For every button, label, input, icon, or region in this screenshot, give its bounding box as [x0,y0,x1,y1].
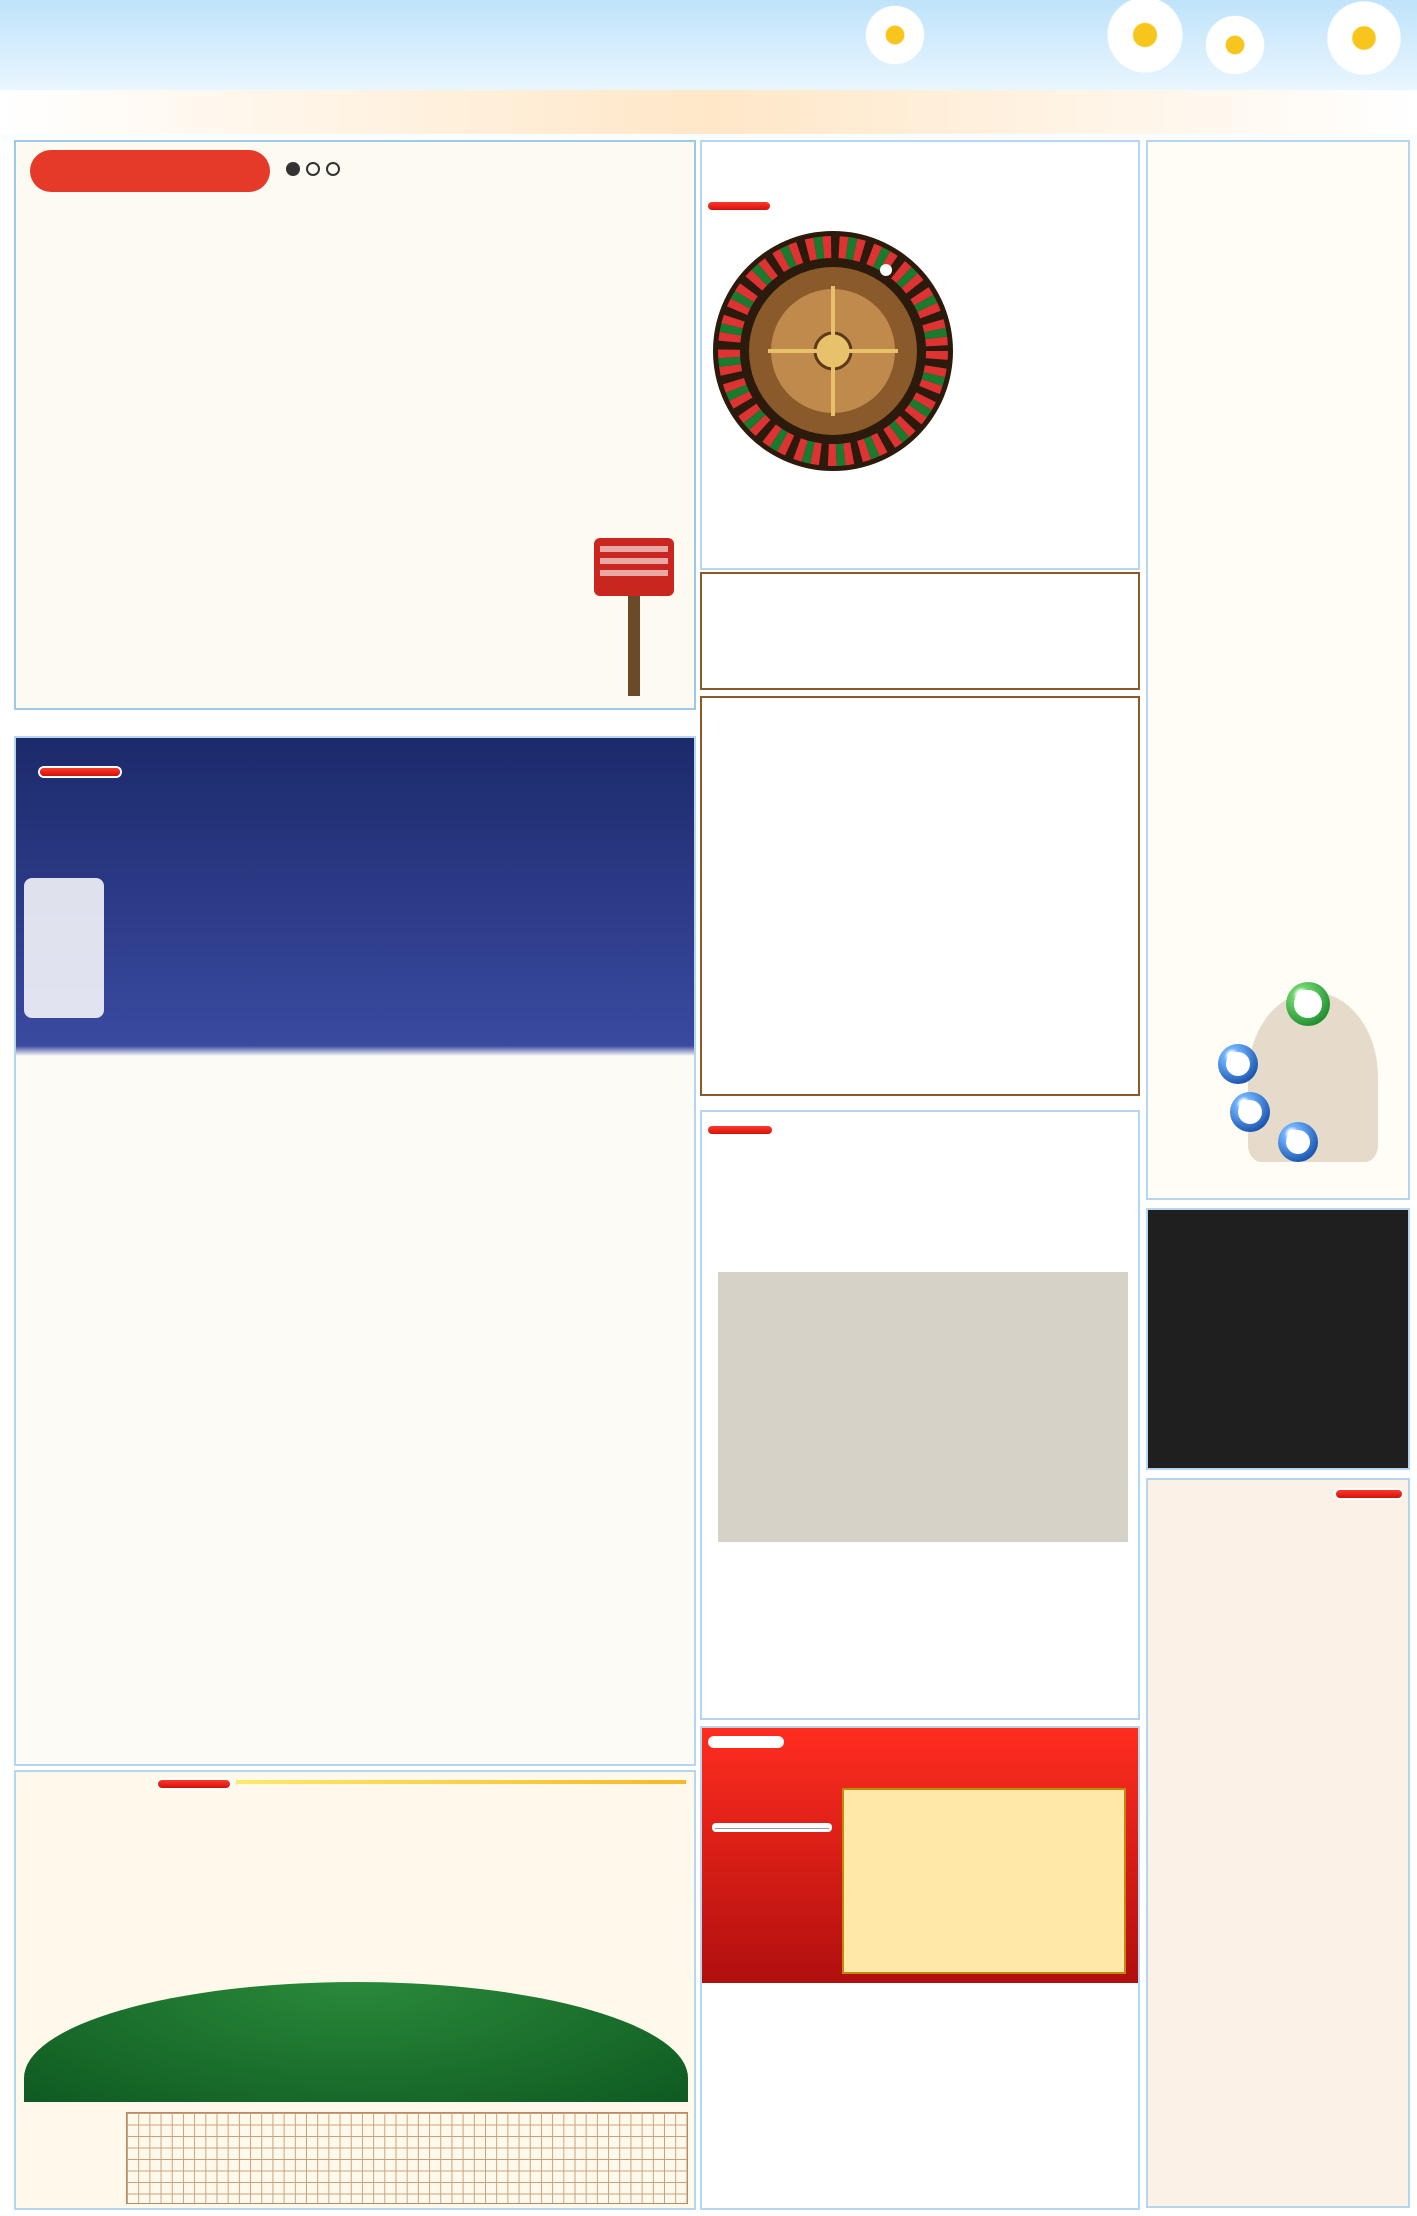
lucky-ball [1230,1092,1270,1132]
fantan-table [24,1982,688,2102]
reader-section-title [30,150,270,192]
bottom-ball-row [46,1598,646,1728]
fantan-slots [36,2032,676,2092]
dot-decoration [286,162,366,178]
last-hit-tag [40,768,120,776]
roulette-wheel-icon [708,226,958,476]
last-hit-tag [1336,1490,1402,1498]
green-wave-row [728,658,1128,688]
stones-photo [718,1272,1128,1542]
color-wave-box [700,572,1140,690]
zhenjuedan-section [700,1726,1140,2210]
lucky-ball [1218,1044,1258,1084]
flower-decoration [1200,10,1270,80]
reader-section [14,140,696,710]
promo-banner[interactable] [0,90,1417,134]
last-hit-tag [710,1738,782,1746]
wangma-balls [1178,972,1378,1172]
flower-decoration [1100,0,1190,80]
zone-list [712,1823,832,1832]
last-hit-tag [158,1780,230,1788]
last-hit-tag [708,1126,772,1134]
fantan-grid [126,2112,688,2204]
ad-strip[interactable] [14,710,696,732]
tema-headline [236,1780,686,1784]
red-wave-row [728,598,1128,628]
tema-section [14,1770,696,2210]
proverb-text [1154,1608,1398,2198]
zone-list-caption [715,1828,829,1829]
hot-board [842,1788,1126,1974]
wheel-section-title [732,142,1132,192]
liuhe-section [14,736,696,1766]
wheel-section [700,140,1140,570]
poem-section [1146,1208,1410,1470]
record-table-section [700,696,1140,1096]
flower-decoration [860,0,930,70]
mailbox-icon [574,532,684,702]
lucky-ball [1278,1122,1318,1162]
proverb-section [1146,1478,1410,2208]
wangma-text [1156,228,1396,1078]
top-ball-row [116,868,676,968]
wangma-section [1146,140,1410,1200]
last-hit-tag [708,202,770,210]
stone-section [700,1110,1140,1720]
lucky-ball [1286,982,1330,1026]
blue-wave-row [728,628,1128,658]
liuhe-vertical-label [24,878,104,1018]
flower-decoration [1320,0,1408,82]
